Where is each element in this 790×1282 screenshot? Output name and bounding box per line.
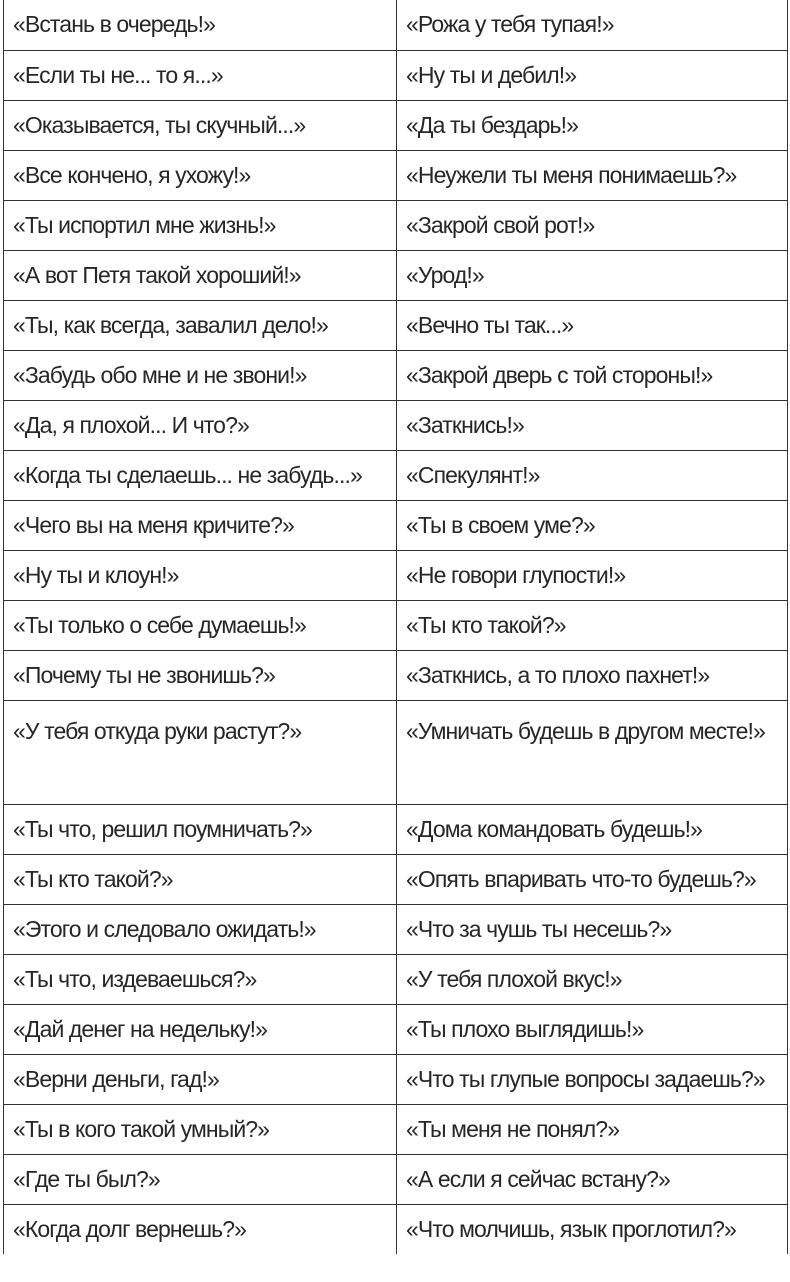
- table-cell-right: «Заткнись, а то плохо пахнет!»: [397, 650, 788, 700]
- table-cell-left: «Все кончено, я ухожу!»: [4, 150, 397, 200]
- table-row: [4, 100, 788, 150]
- table-cell-left: «Ты что, издеваешься?»: [4, 954, 397, 1004]
- table-cell-right: «Дома командовать будешь!»: [397, 804, 788, 854]
- table-cell-left: «Ты кто такой?»: [4, 854, 397, 904]
- table-cell-left: «А вот Петя такой хороший!»: [4, 250, 397, 300]
- table-cell-right: «Закрой свой рот!»: [397, 200, 788, 250]
- table-cell-right: «Заткнись!»: [397, 400, 788, 450]
- phrases-table: [3, 0, 788, 1254]
- table-row: [4, 450, 788, 500]
- table-cell-left: «Почему ты не звонишь?»: [4, 650, 397, 700]
- table-cell-left: «Когда ты сделаешь... не забудь...»: [4, 450, 397, 500]
- table-cell-left: «Где ты был?»: [4, 1154, 397, 1204]
- table-cell-left: «Забудь обо мне и не звони!»: [4, 350, 397, 400]
- table-cell-left: «Ты в кого такой умный?»: [4, 1104, 397, 1154]
- table-cell-right: «Что за чушь ты несешь?»: [397, 904, 788, 954]
- table-cell-left: «У тебя откуда руки растут?»: [4, 700, 397, 804]
- table-cell-right: «Ты в своем уме?»: [397, 500, 788, 550]
- table-row: [4, 1054, 788, 1104]
- table-cell-right: «Закрой дверь с той стороны!»: [397, 350, 788, 400]
- table-row: [4, 1004, 788, 1054]
- table-cell-right: «Ты плохо выглядишь!»: [397, 1004, 788, 1054]
- table-row: [4, 300, 788, 350]
- table-cell-left: «Дай денег на недельку!»: [4, 1004, 397, 1054]
- table-cell-right: «Рожа у тебя тупая!»: [397, 0, 788, 50]
- table-cell-left: «Ну ты и клоун!»: [4, 550, 397, 600]
- table-cell-right: «Вечно ты так...»: [397, 300, 788, 350]
- table-row: [4, 550, 788, 600]
- table-row: [4, 854, 788, 904]
- table-row: [4, 1104, 788, 1154]
- table-cell-left: «Ты испортил мне жизнь!»: [4, 200, 397, 250]
- table-cell-right: «Неужели ты меня понимаешь?»: [397, 150, 788, 200]
- table-cell-left: «Если ты не... то я...»: [4, 50, 397, 100]
- table-cell-right: «Урод!»: [397, 250, 788, 300]
- table-row: [4, 200, 788, 250]
- table-row: [4, 150, 788, 200]
- table-cell-right: «Что ты глупые вопросы задаешь?»: [397, 1054, 788, 1104]
- table-cell-left: «Ты, как всегда, завалил дело!»: [4, 300, 397, 350]
- table-cell-left: «Оказывается, ты скучный...»: [4, 100, 397, 150]
- table-row: [4, 250, 788, 300]
- table-cell-right: «Умничать будешь в другом месте!»: [397, 700, 788, 804]
- table-cell-left: «Этого и следовало ожидать!»: [4, 904, 397, 954]
- table-row: [4, 400, 788, 450]
- table-cell-left: «Ты только о себе думаешь!»: [4, 600, 397, 650]
- table-cell-right: «Опять впаривать что-то будешь?»: [397, 854, 788, 904]
- table-row: [4, 0, 788, 50]
- table-cell-right: «Ну ты и дебил!»: [397, 50, 788, 100]
- phrases-table-body: [4, 0, 788, 1254]
- table-cell-left: «Верни деньги, гад!»: [4, 1054, 397, 1104]
- table-cell-right: «А если я сейчас встану?»: [397, 1154, 788, 1204]
- table-cell-right: «Что молчишь, язык проглотил?»: [397, 1204, 788, 1254]
- table-cell-right: «Да ты бездарь!»: [397, 100, 788, 150]
- table-row: [4, 600, 788, 650]
- table-cell-right: «У тебя плохой вкус!»: [397, 954, 788, 1004]
- table-row: [4, 700, 788, 804]
- table-cell-left: «Когда долг вернешь?»: [4, 1204, 397, 1254]
- table-row: [4, 1154, 788, 1204]
- table-cell-left: «Да, я плохой... И что?»: [4, 400, 397, 450]
- table-row: [4, 954, 788, 1004]
- table-cell-left: «Ты что, решил поумничать?»: [4, 804, 397, 854]
- table-cell-right: «Ты кто такой?»: [397, 600, 788, 650]
- table-row: [4, 50, 788, 100]
- table-row: [4, 650, 788, 700]
- table-row: [4, 804, 788, 854]
- table-row: [4, 904, 788, 954]
- table-cell-right: «Спекулянт!»: [397, 450, 788, 500]
- table-cell-left: «Чего вы на меня кричите?»: [4, 500, 397, 550]
- table-row: [4, 1204, 788, 1254]
- table-cell-right: «Не говори глупости!»: [397, 550, 788, 600]
- table-row: [4, 500, 788, 550]
- table-row: [4, 350, 788, 400]
- table-cell-right: «Ты меня не понял?»: [397, 1104, 788, 1154]
- table-cell-left: «Встань в очередь!»: [4, 0, 397, 50]
